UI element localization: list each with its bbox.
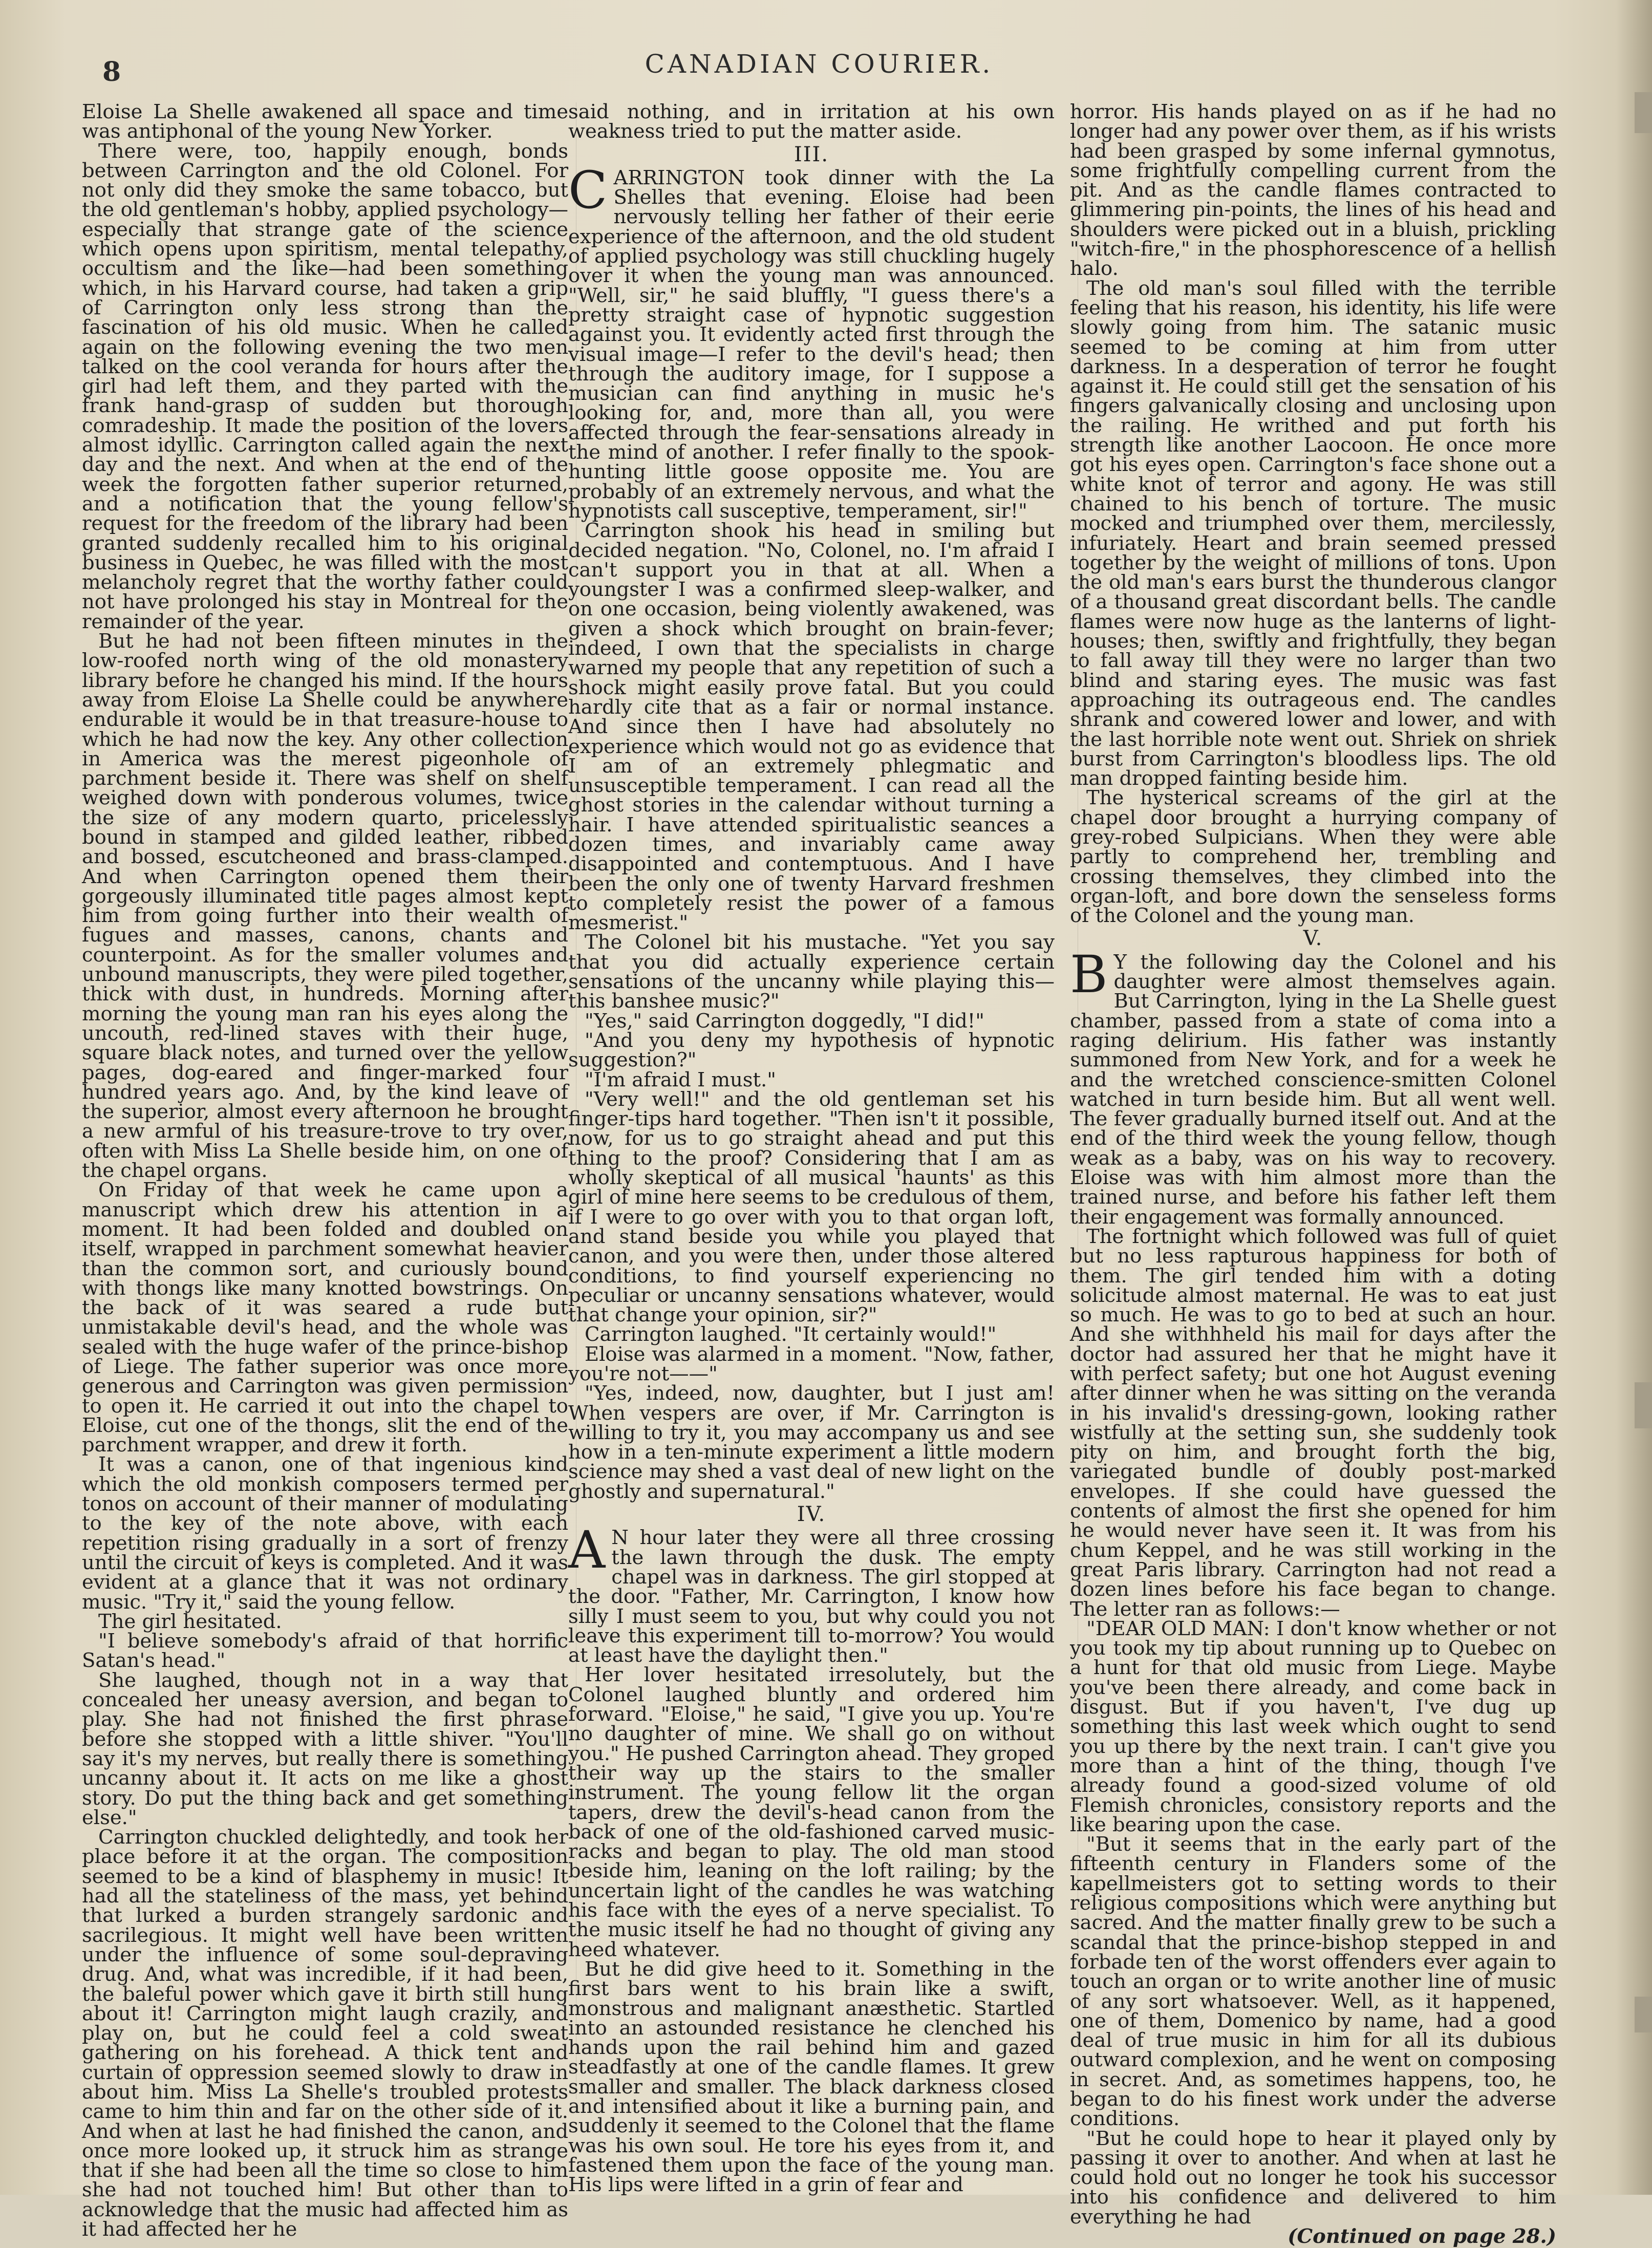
paragraph-text: ARRINGTON took dinner with the La Shelles that evening. Eloise had been nervously telling her father of their eerie experience of the afternoon, and the old student of applied psychology was still chuckling hugely over it when the young man was announced. "Well, sir," he said bluffly, "I guess there's a pretty straight case of hypnotic suggestion against you. It evidently acted first through the visual image—I refer to the devil's head; then through the auditory image, for I suppose a musician can find anything in music he's looking for, and, more than all, you were affected through the fear-sensations already in the mind of another. I refer finally to the spook-hunting little goose opposite me. You are probably of an extremely nervous, and what the hypnotists call susceptive, temperament, sir!" <box>568 166 1055 523</box>
paragraph: "Very well!" and the old gentleman set his finger-tips hard together. "Then isn't it possible, now, for us to go straight ahead and put this thing to the proof? Considering that I am as wholly skeptical of all musical 'haunts' as this girl of mine here seems to be credulous of them, if I were to go over with you to that organ loft, and stand beside you while you played that canon, and you were then, under those altered conditions, to find yourself experiencing no peculiar or uncanny sensations whatever, would that change your opinion, sir?" <box>568 1087 1055 1327</box>
paragraph: Her lover hesitated irresolutely, but the Colonel laughed bluntly and ordered him forward. "Eloise," he said, "I give you up. You're no daughter of mine. We shall go on without you." He pushed Carrington ahead. They groped their way up the stairs to the smaller instrument. The young fellow lit the organ tapers, drew the devil's-head canon from the back of one of the old-fashioned carved music-racks and began to play. The old man stood beside him, leaning on the loft railing; by the uncertain light of the candles he was watching his face with the eyes of a nerve specialist. To the music itself he had no thought of giving any heed whatever. <box>568 1663 1055 1961</box>
drop-cap: B <box>1070 944 1108 1004</box>
paragraph-with-dropcap <box>1070 944 1556 1229</box>
section-heading: III. <box>793 142 829 166</box>
column-1 <box>82 100 568 2241</box>
paragraph: said nothing, and in irritation at his own weakness tried to put the matter aside. <box>568 100 1055 143</box>
paragraph: She laughed, though not in a way that concealed her uneasy aversion, and began to play. She had not finished the first phrase before she stopped with a little shiver. "You'll say it's my nerves, but really there is something uncanny about it. It acts on me like a ghost story. Do put the thing back and get something else." <box>82 1668 568 1829</box>
paragraph: "Yes, indeed, now, daughter, but I just am! When vespers are over, if Mr. Carrington is willing to try it, you may accompany us and see how in a ten-minute experiment a little modern science may shed a vast deal of new light on the ghostly and supernatural." <box>568 1382 1055 1503</box>
paragraph: There were, too, happily enough, bonds between Carrington and the old Colonel. For not only did they smoke the same tobacco, but the old gentleman's hobby, applied psychology—especially that strange gate of the science which opens upon spiritism, mental telepathy, occultism and the like—had been something which, in his Harvard course, had taken a grip of Carrington only less strong than the fascination of his old music. When he called again on the following evening the two men talked on the cool veranda for hours after the girl had left them, and they parted with the frank hand-grasp of sudden but thorough comradeship. It made the position of the lovers almost idyllic. Carrington called again the next day and the next. And when at the end of the week the forgotten father superior returned, and a notification that the young fellow's request for the freedom of the library had been granted suddenly recalled him to his original business in Quebec, he was filled with the most melancholy regret that the worthy father could not have prolonged his stay in Montreal for the remainder of the year. <box>82 139 568 633</box>
section-heading: V. <box>1303 927 1323 951</box>
page-edge-tab <box>1635 92 1652 133</box>
column-3 <box>1070 100 1556 2248</box>
paragraph-text: Y the following day the Colonel and his daughter were almost themselves again. But Carrington, lying in the La Shelle guest chamber, passed from a state of coma into a raging delirium. His father was instantly summoned from New York, and for a week he and the wretched conscience-smitten Colonel watched in turn beside him. But all went well. The fever gradually burned itself out. And at the end of the third week the young fellow, though weak as a baby, was on his way to recovery. Eloise was with him almost more than the trained nurse, and before his father left them their engagement was formally announced. <box>1070 950 1556 1229</box>
paragraph: The fortnight which followed was full of quiet but no less rapturous happiness for both of them. The girl tended him with a doting solicitude almost maternal. He was to eat just so much. He was to go to bed at such an hour. And she withhheld his mail for days after the doctor had assured her that he might have it with perfect safety; but one hot August evening after dinner when he was sitting on the veranda in his invalid's dressing-gown, looking rather wistfully at the setting sun, she suddenly took pity on him, and brought forth the big, variegated bundle of doubly post-marked envelopes. If she could have guessed the contents of almost the first she opened for him he would never have seen it. It was from his chum Keppel, and he was still working in the great Paris library. Carrington had not read a dozen lines before his face began to change. The letter ran as follows:— <box>1070 1225 1556 1621</box>
paragraph: The girl hesitated. <box>98 1610 282 1633</box>
paragraph: horror. His hands played on as if he had no longer had any power over them, as if his wrists had been grasped by some infernal gymnotus, some frightfully compelling current from the pit. And as the candle flames contracted to glimmering pin-points, the lines of his head and shoulders were picked out in a bluish, prickling "witch-fire," in the phosphorescence of a hellish halo. <box>1070 100 1556 281</box>
paragraph: Eloise was alarmed in a moment. "Now, father, you're not——" <box>568 1342 1055 1385</box>
drop-cap: C <box>568 160 608 220</box>
paragraph-with-dropcap <box>568 160 1055 523</box>
paragraph: But he did give heed to it. Something in the first bars went to his brain like a swift, monstrous and malignant anæsthetic. Startled into an astounded resistance he clenched his hands upon the rail behind him and gazed steadfastly at one of the candle flames. It grew smaller and smaller. The black darkness closed and intensified about it like a burning pain, and suddenly it seemed to the Colonel that the flame was his own soul. He tore his eyes from it, and fastened them upon the face of the young man. His lips were lifted in a grin of fear and <box>568 1957 1055 2197</box>
page-number: 8 <box>102 56 121 88</box>
letter-paragraph: "DEAR OLD MAN: I don't know whether or not you took my tip about running up to Quebec on a hunt for that old music from Liege. Maybe you've been there already, and come back in disgust. But if you haven't, I've dug up something this last week which ought to send you up there by the next train. I can't give you more than a hint of the thing, though I've already found a good-sized volume of old Flemish chronicles, consistory reports and the like bearing upon the case. <box>1070 1617 1556 1836</box>
paragraph: Carrington shook his head in smiling but decided negation. "No, Colonel, no. I'm afraid I can't support you in that at all. When a youngster I was a confirmed sleep-walker, and on one occasion, being violently awakened, was given a shock which brought on brain-fever; indeed, I own that the specialists in charge warned my people that any repetition of such a shock might easily prove fatal. But you could hardly cite that as a fair or normal instance. And since then I have had absolutely no experience which would not go as evidence that I am of an extremely phlegmatic and unsusceptible temperament. I can read all the ghost stories in the calendar without turning a hair. I have attended spiritualistic seances a dozen times, and invariably came away disappointed and contemptuous. And I have been the only one of twenty Harvard freshmen to completely resist the power of a famous mesmerist." <box>568 519 1055 935</box>
paragraph: On Friday of that week he came upon a manuscript which drew his attention in a moment. It had been folded and doubled on itself, wrapped in parchment somewhat heavier than the common sort, and curiously bound with thongs like many knotted bowstrings. On the back of it was seared a rude but unmistakable devil's head, and the whole was sealed with the huge wafer of the prince-bishop of Liege. The father superior was once more generous and Carrington was given permission to open it. He carried it out into the chapel to Eloise, cut one of the thongs, slit the end of the parchment wrapper, and drew it forth. <box>82 1179 568 1457</box>
paragraph: "I believe somebody's afraid of that horrific Satan's head." <box>82 1630 568 1673</box>
paragraph: "I'm afraid I must." <box>585 1068 776 1091</box>
paragraph: It was a canon, one of that ingenious kind which the old monkish composers termed per tonos on account of their manner of modulating to the key of the note above, with each repetition rising gradually in a sort of frenzy until the circuit of keys is completed. And it was evident at a glance that it was not ordinary music. "Try it," said the young fellow. <box>82 1453 568 1614</box>
letter-paragraph: "But he could hope to hear it played only by passing it over to another. And when at last he could hold out no longer he took his successor into his confidence and delivered to him everything he had <box>1070 2127 1556 2229</box>
paragraph: "And you deny my hypothesis of hypnotic suggestion?" <box>568 1029 1055 1072</box>
page-edge-tab <box>1635 1997 1652 2032</box>
paragraph: Eloise La Shelle awakened all space and time was antiphonal of the young New Yorker. <box>82 100 568 143</box>
continued-notice: (Continued on page 28.) <box>1288 2225 1556 2248</box>
paragraph: But he had not been fifteen minutes in the low-roofed north wing of the old monastery library before he changed his mind. If the hours away from Eloise La Shelle could be anywhere endurable it would be in that treasure-house to which he had now the key. Any other collection in America was the merest pigeonhole of parchment beside it. There was shelf on shelf weighed down with ponderous volumes, twice the size of any modern quarto, pricelessly bound in stamped and gilded leather, ribbed and bossed, escutcheoned and brass-clamped. And when Carrington opened them their gorgeously illuminated title pages almost kept him from going further into their wealth of fugues and masses, canons, chants and counterpoint. As for the smaller volumes and unbound manuscripts, they were piled together, thick with dust, in hundreds. Morning after morning the young man ran his eyes along the uncouth, red-lined staves with their huge, square black notes, and turned over the yellow pages, dog-eared and finger-marked four hundred years ago. And, by the kind leave of the superior, almost every afternoon he brought a new armful of his treasure-trove to try over, often with Miss La Shelle beside him, on one of the chapel organs. <box>82 630 568 1183</box>
paragraph: "Yes," said Carrington doggedly, "I did!" <box>585 1009 984 1033</box>
letter-paragraph: "But it seems that in the early part of the fifteenth century in Flanders some of the kapellmeisters got to setting words to their religious compositions which were anything but sacred. And the matter finally grew to be such a scandal that the prince-bishop stepped in and forbade ten of the worst offenders ever again to touch an organ or to write another line of music of any sort whatsoever. Well, as it happened, one of them, Domenico by name, had a good deal of true music in him for all its dubious outward complexion, and he went on composing in secret. And, as sometimes happens, too, he began to do his finest work under the adverse conditions. <box>1070 1833 1556 2131</box>
column-2 <box>568 100 1055 2197</box>
paragraph: The Colonel bit his mustache. "Yet you say that you did actually experience certain sensations of the uncanny while playing this—this banshee music?" <box>568 931 1055 1013</box>
page-edge-tab <box>1635 1382 1652 1428</box>
paragraph-with-dropcap <box>568 1520 1055 1667</box>
paragraph: The hysterical screams of the girl at the chapel door brought a hurrying company of grey-robed Sulpicians. When they were able partly to comprehend her, trembling and crossing themselves, they climbed into the organ-loft, and bore down the senseless forms of the Colonel and the young man. <box>1070 786 1556 928</box>
paragraph-text: N hour later they were all three crossing the lawn through the dusk. The empty chapel was in darkness. The girl stopped at the door. "Father, Mr. Carrington, I know how silly I must seem to you, but why could you not leave this experiment till to-morrow? You would at least have the daylight then." <box>568 1526 1055 1667</box>
paragraph: Carrington chuckled delightedly, and took her place before it at the organ. The composition seemed to be a kind of blasphemy in music! It had all the stateliness of the mass, yet behind that lurked a burden strangely sardonic and sacrilegious. It might well have been written under the influence of some soul-depraving drug. And, what was incredible, if it had been, the baleful power which gave it birth still hung about it! Carrington might laugh crazily, and play on, but he could feel a cold sweat gathering on his forehead. A thick tent and curtain of oppression seemed slowly to draw in about him. Miss La Shelle's troubled protests came to him thin and far on the other side of it. And when at last he had finished the canon, and once more looked up, it struck him as strange that if she had been all the time so close to him she had not touched him! But other than to acknowledge that the music had affected him as it had affected her he <box>82 1826 568 2241</box>
binding-shadow <box>1616 0 1652 2195</box>
drop-cap: A <box>568 1520 606 1580</box>
running-head: CANADIAN COURIER. <box>645 49 994 79</box>
paragraph: Carrington laughed. "It certainly would!" <box>585 1323 997 1346</box>
section-heading: IV. <box>797 1503 826 1527</box>
paragraph: The old man's soul filled with the terrible feeling that his reason, his identity, his life were slowly going from him. The satanic music seemed to be coming at him from utter darkness. In a desperation of terror he fought against it. He could still get the sensation of his fingers galvanically closing and unclosing upon the railing. He writhed and put forth his strength like another Laocoon. He once more got his eyes open. Carrington's face shone out a white knot of terror and agony. He was still chained to his bench of torture. The music mocked and triumphed over them, mercilessly, infuriately. Heart and brain seemed pressed together by the weight of millions of tons. Upon the old man's ears burst the thunderous clangor of a thousand great discordant bells. The candle flames were now huge as the lanterns of light-houses; then, swiftly and frightfully, they began to fall away till they were no larger than two blind and staring eyes. The music was fast approaching its outrageous end. The candles shrank and cowered lower and lower, and with the last horrible note went out. Shriek on shriek burst from Carrington's bloodless lips. The old man dropped fainting beside him. <box>1070 276 1556 790</box>
